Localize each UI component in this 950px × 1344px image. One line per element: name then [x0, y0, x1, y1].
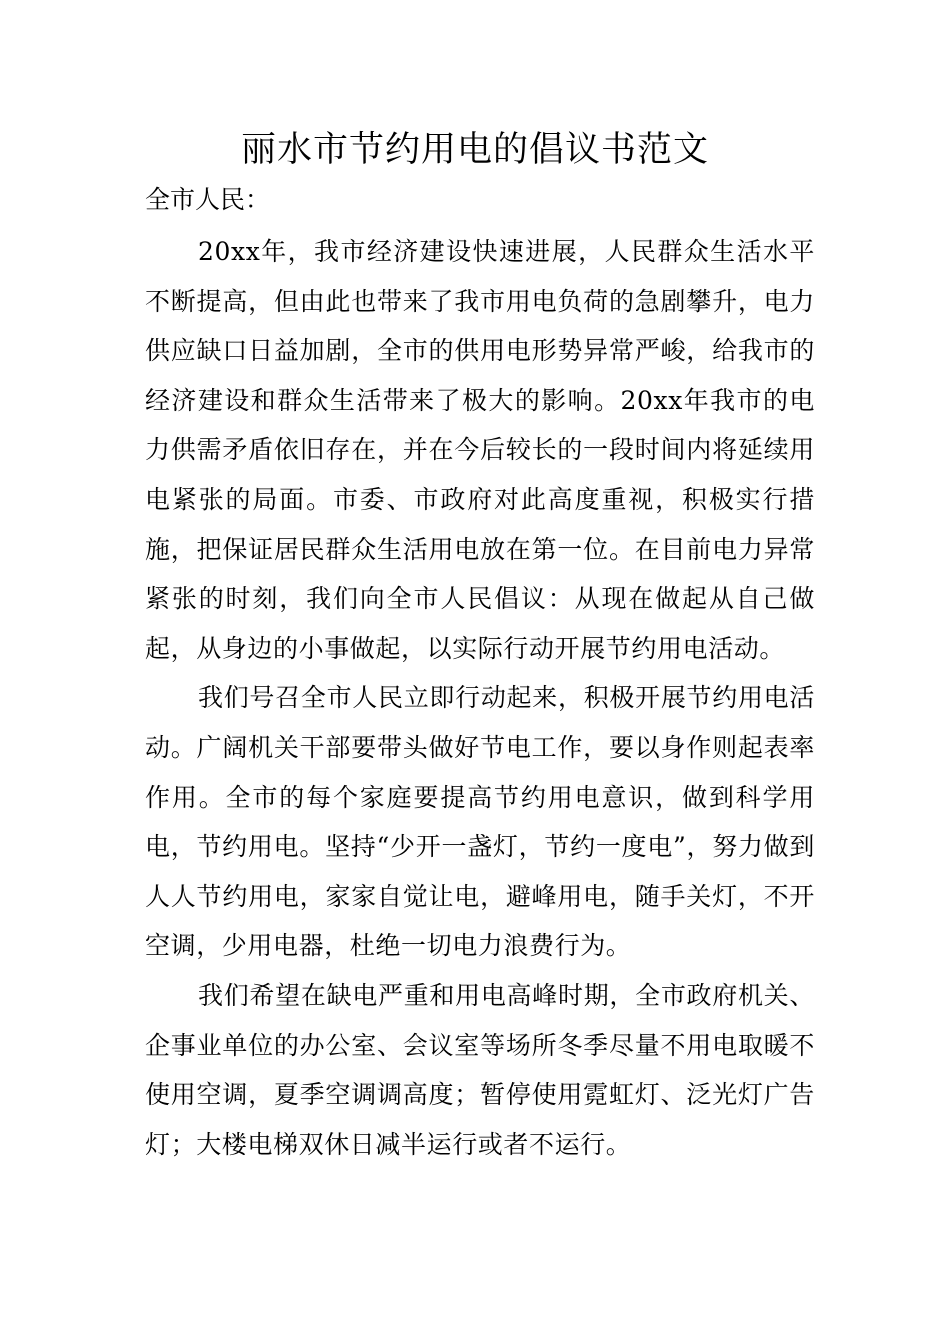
document-title: 丽水市节约用电的倡议书范文 [240, 130, 709, 170]
salutation: 全市人民： [145, 185, 271, 214]
document-body [145, 227, 815, 1169]
paragraph-3: 我们希望在缺电严重和用电高峰时期，全市政府机关、企事业单位的办公室、会议室等场所冬季尽量不用电取暖不使用空调，夏季空调调高度；暂停使用霓虹灯、泛光灯广告灯；大楼电梯双休日减半运行或者不运行。 [145, 980, 815, 1159]
paragraph-2: 我们号召全市人民立即行动起来，积极开展节约用电活动。广阔机关干部要带头做好节电工作，要以身作则起表率作用。全市的每个家庭要提高节约用电意识，做到科学用电，节约用电。坚持“少开一盏灯，节约一度电”，努力做到人人节约用电，家家自觉让电，避峰用电，随手关灯，不开空调，少用电器，杜绝一切电力浪费行为。 [145, 683, 815, 961]
paragraph-1: 20xx年，我市经济建设快速进展，人民群众生活水平不断提高，但由此也带来了我市用电负荷的急剧攀升，电力供应缺口日益加剧，全市的供用电形势异常严峻，给我市的经济建设和群众生活带来了极大的影响。20xx年我市的电力供需矛盾依旧存在，并在今后较长的一段时间内将延续用电紧张的局面。市委、市政府对此高度重视，积极实行措施，把保证居民群众生活用电放在第一位。在目前电力异常紧张的时刻，我们向全市人民倡议：从现在做起从自己做起，从身边的小事做起，以实际行动开展节约用电活动。 [145, 237, 815, 663]
